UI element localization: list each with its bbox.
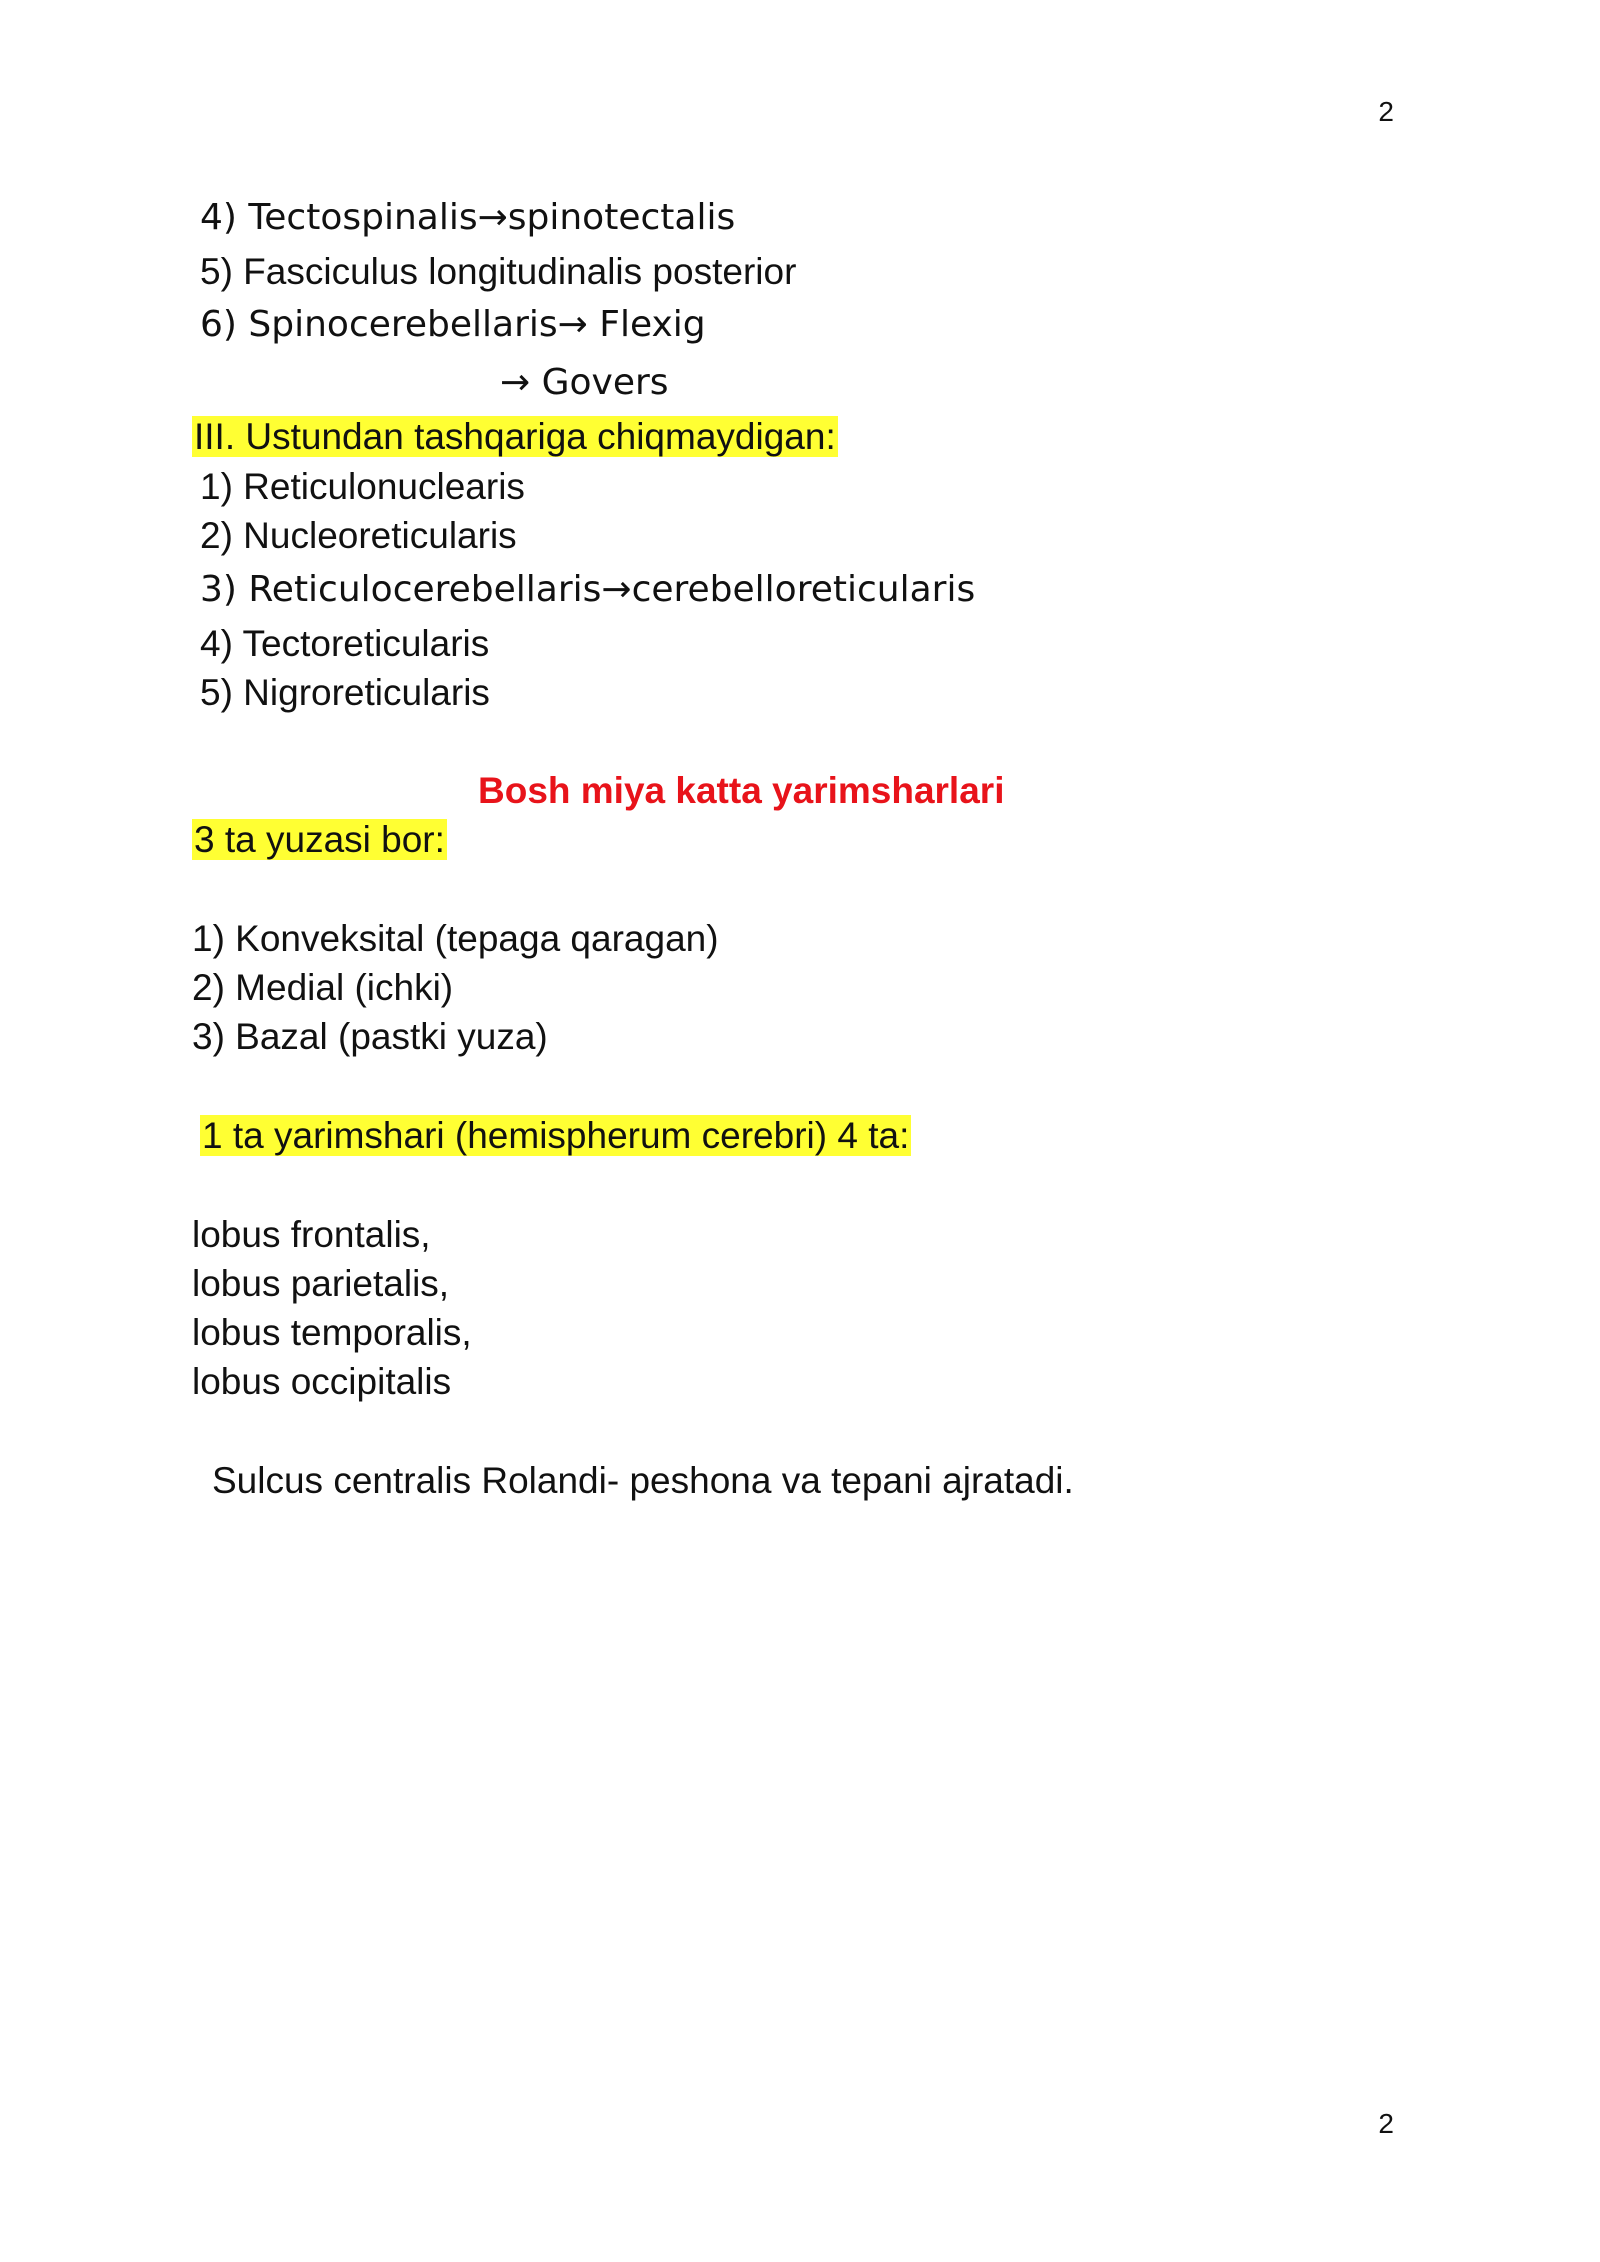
lobes-heading: 1 ta yarimshari (hemispherum cerebri) 4 ta:: [202, 1115, 910, 1156]
page-number-bottom: 2: [1378, 2108, 1394, 2139]
list-item: lobus frontalis,: [192, 1214, 431, 1255]
list-item: 2) Nucleoreticularis: [200, 515, 517, 556]
page-title: Bosh miya katta yarimsharlari: [478, 770, 1005, 811]
list-item: lobus parietalis,: [192, 1263, 450, 1304]
list-item: 5) Fasciculus longitudinalis posterior: [200, 251, 797, 292]
list-item: 5) Nigroreticularis: [200, 672, 490, 713]
section-heading-highlight: [192, 415, 838, 459]
list-item: 3) Bazal (pastki yuza): [192, 1016, 548, 1057]
surfaces-heading-highlight: [192, 818, 447, 862]
section-heading: III. Ustundan tashqariga chiqmaydigan:: [194, 416, 836, 457]
list-item: 4) Tectoreticularis: [200, 623, 490, 664]
page-number-top: 2: [1378, 96, 1394, 127]
list-item: lobus temporalis,: [192, 1312, 472, 1353]
list-item: 1) Konveksital (tepaga qaragan): [192, 918, 719, 959]
lobes-heading-highlight: [200, 1114, 911, 1158]
list-item: 6) Spinocerebellaris→ Flexig: [200, 304, 706, 345]
list-item: 2) Medial (ichki): [192, 967, 454, 1008]
list-item: 4) Tectospinalis→spinotectalis: [200, 197, 736, 238]
surfaces-heading: 3 ta yuzasi bor:: [194, 819, 445, 860]
sulcus-note: Sulcus centralis Rolandi- peshona va tepani ajratadi.: [212, 1460, 1074, 1501]
list-item: 3) Reticulocerebellaris→cerebelloreticularis: [200, 569, 976, 610]
list-item: 1) Reticulonuclearis: [200, 466, 525, 507]
list-item: lobus occipitalis: [192, 1361, 452, 1402]
list-item: → Govers: [500, 362, 669, 403]
